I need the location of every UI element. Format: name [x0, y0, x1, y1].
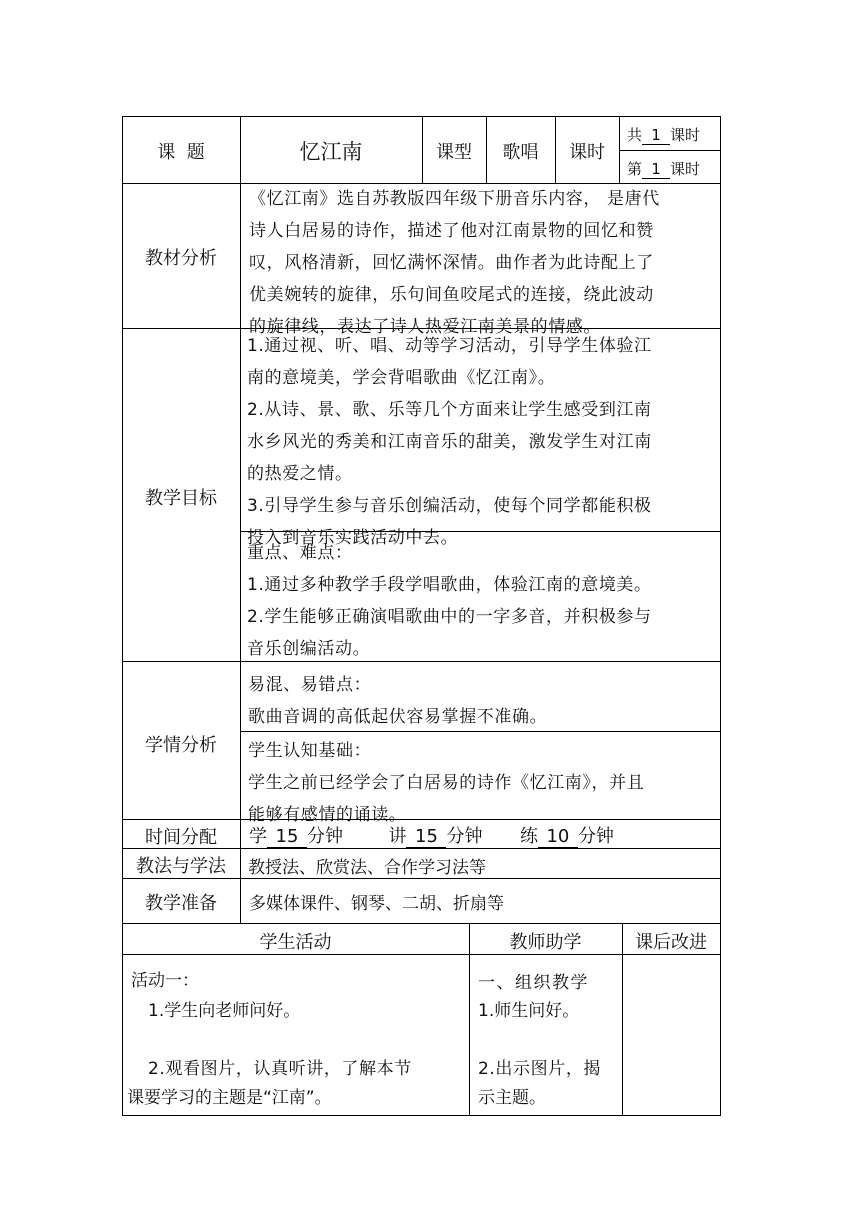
- text-line: 音乐创编活动。: [247, 639, 371, 659]
- total-hours-value: 1: [642, 126, 670, 145]
- material-analysis-text: [249, 183, 719, 343]
- text-line: 3.引导学生参与音乐创编活动，使每个同学都能积极: [247, 496, 652, 516]
- total-hours: 共 1 课时: [627, 126, 701, 144]
- key-points-text: [247, 537, 719, 665]
- teacher-help-item: 1.师生问好。: [478, 1001, 580, 1021]
- teacher-help-item: 2.出示图片，揭: [478, 1059, 602, 1079]
- learn-minutes: 15: [267, 826, 307, 848]
- text-line: 2.从诗、景、歌、乐等几个方面来让学生感受到江南: [247, 400, 652, 420]
- text-line: 歌曲音调的高低起伏容易掌握不准确。: [248, 707, 548, 727]
- column-student-activity: 学生活动: [259, 932, 332, 953]
- time-allocation-values: 学 15 分钟 讲 15 分钟 练 10 分钟: [249, 826, 614, 847]
- methods-label: 教法与学法: [136, 856, 226, 877]
- lesson-type-value: 歌唱: [502, 142, 539, 163]
- text-line: 学生认知基础：: [248, 741, 372, 761]
- text-line: 重点、难点：: [247, 543, 353, 563]
- class-hours-label: 课时: [569, 142, 605, 163]
- text-line: 学生之前已经学会了白居易的诗作《忆江南》，并且: [248, 773, 645, 793]
- confusion-points-text: [248, 669, 718, 733]
- lecture-minutes: 15: [406, 826, 446, 848]
- current-hour-value: 1: [642, 160, 670, 179]
- text-line: 《忆江南》选自苏教版四年级下册音乐内容， 是唐代: [249, 189, 660, 209]
- student-activity-item: 2.观看图片，认真听讲，了解本节: [148, 1059, 412, 1079]
- learner-analysis-label: 学情分析: [145, 735, 217, 756]
- topic-label: 课 题: [157, 142, 205, 163]
- text-line: 1.通过多种教学手段学唱歌曲，体验江南的意境美。: [247, 575, 652, 595]
- material-analysis-label: 教材分析: [145, 248, 217, 269]
- time-allocation-label: 时间分配: [145, 827, 217, 848]
- after-class-improvement-cell: [623, 955, 719, 1114]
- text-line: 优美婉转的旋律，乐句间鱼咬尾式的连接，绕此波动: [249, 285, 654, 305]
- text-line: 投入到音乐实践活动中去。: [247, 528, 459, 548]
- text-line: 的旋律线，表达了诗人热爱江南美景的情感。: [249, 317, 601, 337]
- teacher-help-item: 示主题。: [478, 1088, 546, 1108]
- lesson-type-label: 课型: [436, 142, 472, 163]
- text-line: 诗人白居易的诗作，描述了他对江南景物的回忆和赞: [249, 221, 654, 241]
- student-activity-title: 活动一：: [131, 971, 199, 991]
- column-after-class-improvement: 课后改进: [635, 932, 707, 953]
- text-line: 叹，风格清新，回忆满怀深情。曲作者为此诗配上了: [249, 253, 654, 273]
- text-line: 易混、易错点：: [248, 675, 372, 695]
- text-line: 能够有感情的诵读。: [248, 805, 407, 825]
- teacher-help-title: 一、组织教学: [478, 973, 589, 993]
- cognitive-basis-text: [248, 735, 718, 831]
- text-line: 水乡风光的秀美和江南音乐的甜美，激发学生对江南: [247, 432, 652, 452]
- methods-value: 教授法、欣赏法、合作学习法等: [248, 858, 486, 878]
- student-activity-item: 1.学生向老师问好。: [148, 1001, 301, 1021]
- teaching-goals-label: 教学目标: [145, 488, 217, 509]
- practice-minutes: 10: [538, 826, 578, 848]
- text-line: 的热爱之情。: [247, 464, 353, 484]
- student-activity-item: 课要学习的主题是“江南”。: [127, 1088, 332, 1108]
- topic-value: 忆江南: [299, 140, 363, 164]
- current-hour: 第 1 课时: [627, 160, 701, 178]
- text-line: 南的意境美，学会背唱歌曲《忆江南》。: [247, 368, 556, 388]
- preparation-value: 多媒体课件、钢琴、二胡、折扇等: [249, 894, 504, 914]
- teaching-goals-text: [247, 330, 719, 554]
- text-line: 1.通过视、听、唱、动等学习活动，引导学生体验江: [247, 336, 652, 356]
- text-line: 2.学生能够正确演唱歌曲中的一字多音，并积极参与: [247, 607, 652, 627]
- column-teacher-help: 教师助学: [509, 932, 582, 953]
- preparation-label: 教学准备: [145, 893, 217, 914]
